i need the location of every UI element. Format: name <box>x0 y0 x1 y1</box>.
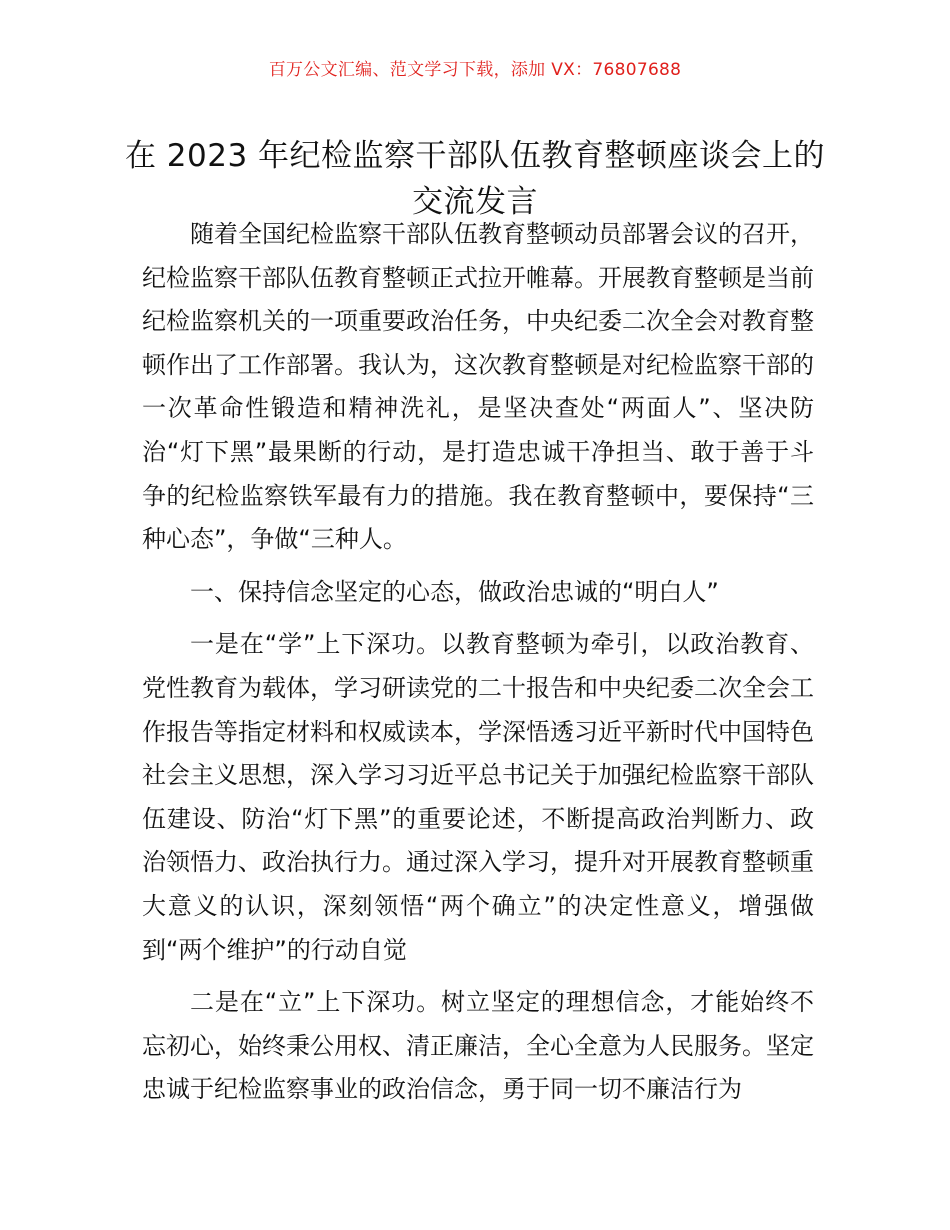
intro-paragraph: 随着全国纪检监察干部队伍教育整顿动员部署会议的召开，纪检监察干部队伍教育整顿正式拉开帷幕。开展教育整顿是当前纪检监察机关的一项重要政治任务，中央纪委二次全会对教育整顿作出了工作部署。我认为，这次教育整顿是对纪检监察干部的一次革命性锻造和精神洗礼，是坚决查处“两面人”、坚决防治“灯下黑”最果断的行动，是打造忠诚干净担当、敢于善于斗争的纪检监察铁军最有力的措施。我在教育整顿中，要保持“三种心态”，争做“三种人。 <box>142 220 814 554</box>
body-paragraph: 二是在“立”上下深功。树立坚定的理想信念，才能始终不忘初心，始终秉公用权、清正廉洁，全心全意为人民服务。坚定忠诚于纪检监察事业的政治信念，勇于同一切不廉洁行为 <box>142 988 814 1104</box>
section-heading: 一、保持信念坚定的心态，做政治忠诚的“明白人” <box>190 577 719 606</box>
body-paragraph: 一是在“学”上下深功。以教育整顿为牵引，以政治教育、党性教育为载体，学习研读党的二十报告和中央纪委二次全会工作报告等指定材料和权威读本，学深悟透习近平新时代中国特色社会主义思想，深入学习习近平总书记关于加强纪检监察干部队伍建设、防治“灯下黑”的重要论述，不断提高政治判断力、政治领悟力、政治执行力。通过深入学习，提升对开展教育整顿重大意义的认识，深刻领悟“两个确立”的决定性意义，增强做到“两个维护”的行动自觉 <box>142 630 814 964</box>
document-body <box>142 213 814 1112</box>
document-title: 在 2023 年纪检监察干部队伍教育整顿座谈会上的交流发言 <box>124 137 826 220</box>
header-watermark-note: 百万公文汇编、范文学习下载，添加 VX：76807688 <box>268 60 682 80</box>
